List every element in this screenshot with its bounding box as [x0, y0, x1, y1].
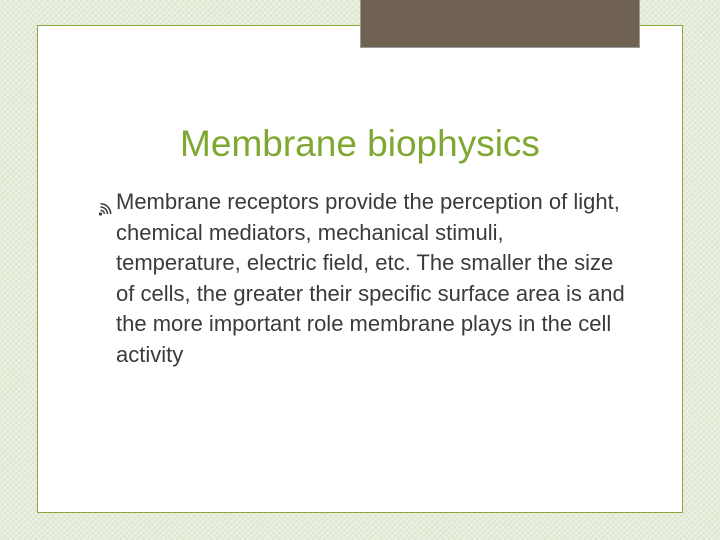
- decorative-tab: [360, 0, 640, 48]
- slide-title: Membrane biophysics: [180, 123, 540, 164]
- bullet-item: [98, 187, 628, 370]
- signal-arc-icon: [98, 195, 114, 210]
- bullet-text: Membrane receptors provide the perception of light, chemical mediators, mechanical stimuli, temperature, electric field, etc. The smaller the size of cells, the greater their specific surface area is and the more important role membrane plays in the cell activity: [116, 189, 625, 367]
